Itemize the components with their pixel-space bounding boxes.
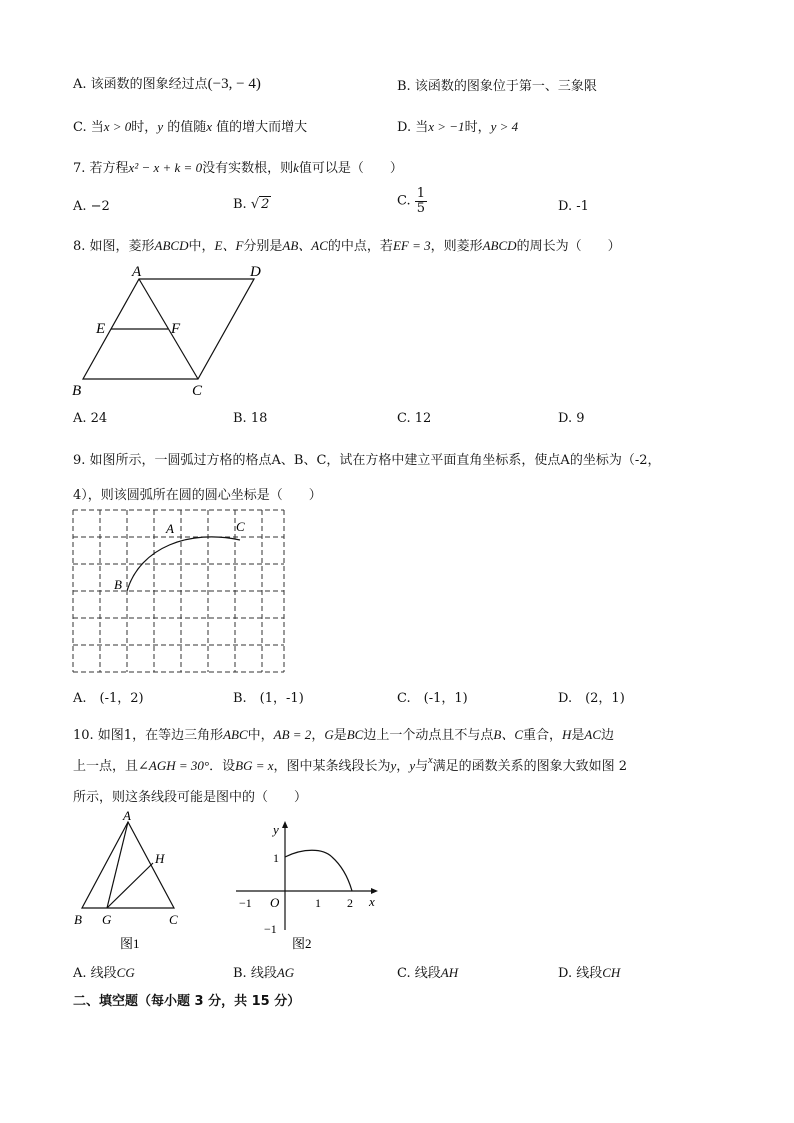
stem-text: 10. 如图1，在等边三角形 [73,728,224,743]
q7-option-d [558,199,589,214]
label-c: C [192,383,203,399]
option-text: 时， [131,120,158,135]
stem-text: 是 [333,728,347,743]
label-e: E [96,321,106,337]
option-label: B. [233,197,247,212]
stem-text: 没有实数根，则 [202,161,294,176]
q9-stem-line1 [73,449,660,468]
segment: CG [116,965,135,980]
stem-text: 满足的函数关系的图象大致如图 2 [432,759,627,774]
equation: x² − x + k = 0 [128,160,203,175]
q10-stem-line2 [73,755,627,774]
graph-figure [228,812,388,958]
label-c: C [236,519,245,534]
q9-option-b [233,687,304,706]
q9-option-d [558,687,625,706]
option-text: 的值随 [163,120,207,135]
condition-math: x > −1 [428,119,465,134]
fraction [415,187,427,215]
option-text: B. 18 [233,411,268,426]
option-text: C. 12 [397,411,432,426]
points: E、F [214,238,244,253]
stem-text: 分别是 [243,239,283,254]
option-text: C. 当 [73,120,104,135]
denominator: 5 [416,200,426,216]
option-text: A. (-1，2) [73,691,144,706]
x-tick-1: 1 [315,896,321,910]
var-x: x [206,119,213,134]
label-f: F [171,321,181,337]
q10-option-c [397,962,458,981]
option-text: A. −2 [73,199,110,214]
point-g: G [324,727,334,742]
shape-name: ABCD [154,238,189,253]
y-tick-1: 1 [273,851,279,865]
label-b: B [74,912,82,927]
option-text: D. 当 [397,120,429,135]
result-math: y > 4 [490,119,519,134]
segment: CH [602,965,621,980]
option-text: C. (-1，1) [397,691,468,706]
q6-option-c [73,116,307,135]
q6-option-a [73,73,261,93]
q9-option-c [397,687,468,706]
label-a: A [166,521,174,536]
q9-option-a [73,687,144,706]
curve [285,850,352,891]
label-b: B [114,577,122,592]
q8-option-b [233,411,267,426]
option-label: C. 线段 [397,966,441,981]
q8-option-a [73,411,107,426]
arc [127,537,240,591]
label-g: G [102,912,112,927]
sqrt-expression: √ 2 [250,197,270,212]
x-tick-neg1: −1 [239,896,252,910]
stem-text: ，图中某条线段长为 [273,759,391,774]
point-coords: (−3, − 4) [207,76,261,92]
option-text: B. 该函数的图象位于第一、三象限 [397,79,597,94]
option-text: D. 9 [558,411,585,426]
q10-option-d [558,962,620,981]
option-text: D. -1 [558,199,589,214]
option-text: A. 24 [73,411,108,426]
definition: BG = x [235,758,274,773]
segment: AC [584,727,602,742]
option-text: 时， [464,120,491,135]
option-text: 值的增大而增大 [212,120,308,135]
stem-text: 所示，则这条线段可能是图中的（ ） [73,790,308,805]
segments: AB、AC [282,238,328,253]
q8-option-d [558,411,585,426]
points: B、C [493,727,523,742]
numerator: 1 [416,186,426,201]
q10-stem-line3 [73,786,307,805]
origin-label: O [270,895,280,910]
option-text: A. 该函数的图象经过点 [73,77,208,92]
stem-text: 是 [571,728,585,743]
q10-stem-line1 [73,724,614,743]
q8-stem [73,235,621,254]
x-tick-2: 2 [347,896,353,910]
stem-text: 边 [601,728,615,743]
var-k: k [293,160,299,175]
q7-option-b [233,197,271,212]
label-b: B [72,383,82,399]
stem-text: 中， [247,728,274,743]
q7-option-a [73,199,110,214]
var-x: x [428,755,433,766]
option-label: D. 线段 [558,966,603,981]
q10-option-b [233,962,294,981]
q10-option-a [73,962,135,981]
stem-text: ．设 [209,759,236,774]
option-label: A. 线段 [73,966,117,981]
var-y: y [157,119,164,134]
triangle-name: ABC [223,727,248,742]
q6-option-b [397,75,597,94]
fig1-caption: 图1 [120,936,140,951]
point-h: H [562,727,572,742]
radicand: 2 [261,197,270,212]
option-label: B. 线段 [233,966,277,981]
var-y: y [409,758,416,773]
stem-text: 的周长为（ ） [516,239,621,254]
axis-x-label: x [369,894,375,909]
stem-text: ，则菱形 [430,239,483,254]
stem-text: 4），则该圆弧所在圆的圆心坐标是（ ） [73,488,322,503]
shape-name: ABCD [482,238,517,253]
grid-lines [73,510,284,672]
rhombus-figure [60,258,280,400]
stem-text: ， [311,728,325,743]
segment: AH [440,965,459,980]
angle: ∠AGH = 30° [138,758,210,773]
option-text: B. (1，-1) [233,691,304,706]
label-c: C [169,912,178,927]
label-d: D [250,264,261,280]
stem-text: 与 [415,759,429,774]
q7-option-c [397,187,427,215]
stem-text: 的中点，若 [327,239,393,254]
grid-figure [70,507,290,677]
stem-text: 8. 如图，菱形 [73,239,155,254]
y-tick-neg1: −1 [264,922,277,936]
label-h: H [155,851,165,866]
q8-option-c [397,411,431,426]
stem-text: 中， [188,239,215,254]
given-length: AB = 2 [273,727,312,742]
stem-text: 重合， [523,728,563,743]
stem-text: 7. 若方程 [73,161,129,176]
stem-text: 9. 如图所示，一圆弧过方格的格点A、B、C，试在方格中建立平面直角坐标系，使点A的坐标为（-2， [73,453,661,468]
q6-option-d [397,116,518,135]
triangle-figure [68,808,198,958]
option-label: C. [397,193,411,209]
stem-text: 边上一个动点且不与点 [363,728,494,743]
segment: AG [276,965,295,980]
q7-stem [73,157,403,176]
segment: BC [346,727,364,742]
section-heading: 二、填空题（每小题 3 分，共 15 分） [73,994,301,1009]
label-a: A [123,808,131,823]
fig2-caption: 图2 [292,936,312,951]
stem-text: 值可以是（ ） [298,161,403,176]
label-a: A [132,264,142,280]
q9-stem-line2 [73,484,322,503]
option-text: D. (2，1) [558,691,625,706]
given-length: EF = 3 [392,238,431,253]
axis-y-label: y [273,822,279,837]
var-y: y [390,758,397,773]
stem-text: ， [396,759,410,774]
stem-text: 上一点，且 [73,759,139,774]
condition-math: x > 0 [103,119,132,134]
